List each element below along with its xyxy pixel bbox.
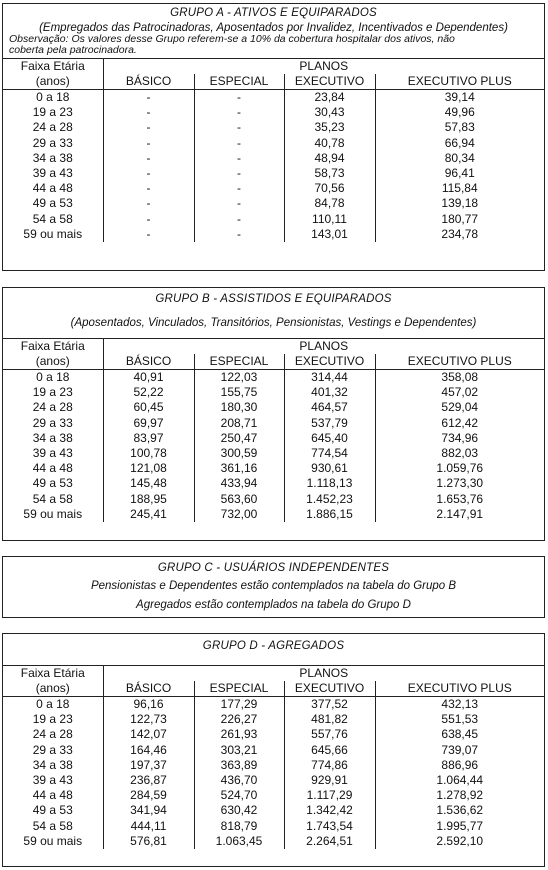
basico-cell: - xyxy=(103,227,194,242)
executivo-cell: 1.117,29 xyxy=(284,788,375,803)
executivo-cell: 110,11 xyxy=(284,212,375,227)
group-a-rows xyxy=(3,90,544,242)
executivo-plus-cell: 739,07 xyxy=(375,743,544,758)
col-executivo-plus: EXECUTIVO PLUS xyxy=(375,354,544,370)
executivo-plus-cell: 1.059,76 xyxy=(375,461,544,476)
plans-header: PLANOS xyxy=(103,666,544,682)
executivo-plus-cell: 734,96 xyxy=(375,431,544,446)
age-range-cell: 19 a 23 xyxy=(32,385,73,400)
col-especial: ESPECIAL xyxy=(194,681,284,697)
executivo-cell: 1.743,54 xyxy=(284,819,375,834)
table-row xyxy=(3,446,544,461)
basico-cell: 52,22 xyxy=(103,385,194,400)
basico-cell: - xyxy=(103,166,194,181)
executivo-cell: 929,91 xyxy=(284,773,375,788)
executivo-cell: 23,84 xyxy=(284,90,375,106)
table-row xyxy=(3,476,544,491)
age-range-header: Faixa Etária xyxy=(20,666,85,680)
col-especial: ESPECIAL xyxy=(194,74,284,90)
age-range-cell: 24 a 28 xyxy=(32,400,73,415)
basico-cell: 284,59 xyxy=(103,788,194,803)
basico-cell: - xyxy=(103,151,194,166)
executivo-cell: 1.118,13 xyxy=(284,476,375,491)
age-range-cell: 19 a 23 xyxy=(32,105,73,120)
age-range-cell: 0 a 18 xyxy=(36,90,70,105)
group-b-title: GRUPO B - ASSISTIDOS E EQUIPARADOS xyxy=(155,293,392,305)
header-row xyxy=(3,354,544,370)
executivo-cell: 1.342,42 xyxy=(284,803,375,818)
basico-cell: 83,97 xyxy=(103,431,194,446)
header-row xyxy=(3,681,544,697)
age-unit-header: (anos) xyxy=(35,74,70,88)
basico-cell: 164,46 xyxy=(103,743,194,758)
age-range-cell: 34 a 38 xyxy=(32,150,73,165)
group-a-note-line1: Observação: Os valores desse Grupo referem-se a 10% da cobertura hospitalar dos ativos, não xyxy=(9,33,455,45)
age-unit-header: (anos) xyxy=(35,681,70,695)
basico-cell: 69,97 xyxy=(103,416,194,431)
executivo-cell: 774,86 xyxy=(284,758,375,773)
group-a-subtitle: (Empregados das Patrocinadoras, Aposentados por Invalidez, Incentivados e Dependentes) xyxy=(39,22,508,34)
executivo-plus-cell: 457,02 xyxy=(375,385,544,400)
executivo-cell: 401,32 xyxy=(284,385,375,400)
age-range-cell: 29 a 33 xyxy=(32,415,73,430)
col-executivo: EXECUTIVO xyxy=(284,354,375,370)
table-row xyxy=(3,697,544,713)
especial-cell: 563,60 xyxy=(194,492,284,507)
basico-cell: - xyxy=(103,90,194,106)
especial-cell: 1.063,45 xyxy=(194,834,284,849)
table-row xyxy=(3,819,544,834)
executivo-cell: 537,79 xyxy=(284,416,375,431)
age-range-cell: 54 a 58 xyxy=(32,818,73,833)
especial-cell: 177,29 xyxy=(194,697,284,713)
table-row xyxy=(3,712,544,727)
executivo-cell: 35,23 xyxy=(284,120,375,135)
col-basico: BÁSICO xyxy=(103,681,194,697)
executivo-cell: 774,54 xyxy=(284,446,375,461)
table-row xyxy=(3,120,544,135)
header-row xyxy=(3,339,544,355)
table-row xyxy=(3,431,544,446)
header-row xyxy=(3,666,544,682)
especial-cell: - xyxy=(194,90,284,106)
especial-cell: 250,47 xyxy=(194,431,284,446)
group-c-line1: Pensionistas e Dependentes estão contemplados na tabela do Grupo B xyxy=(90,580,457,592)
group-c-section xyxy=(2,556,545,618)
executivo-plus-cell: 2.147,91 xyxy=(375,507,544,522)
table-row xyxy=(3,212,544,227)
executivo-cell: 557,76 xyxy=(284,727,375,742)
basico-cell: 576,81 xyxy=(103,834,194,849)
group-a-note-line2: coberta pela patrocinadora. xyxy=(9,44,137,56)
basico-cell: 145,48 xyxy=(103,476,194,491)
especial-cell: - xyxy=(194,105,284,120)
age-range-cell: 0 a 18 xyxy=(36,370,70,385)
table-row xyxy=(3,773,544,788)
age-range-cell: 44 a 48 xyxy=(32,181,73,196)
col-executivo: EXECUTIVO xyxy=(284,681,375,697)
executivo-plus-cell: 1.653,76 xyxy=(375,492,544,507)
header-row xyxy=(3,59,544,75)
age-range-cell: 49 a 53 xyxy=(32,476,73,491)
executivo-cell: 481,82 xyxy=(284,712,375,727)
basico-cell: 197,37 xyxy=(103,758,194,773)
executivo-plus-cell: 2.592,10 xyxy=(375,834,544,849)
table-row xyxy=(3,181,544,196)
executivo-cell: 645,40 xyxy=(284,431,375,446)
table-row xyxy=(3,758,544,773)
group-d-title: GRUPO D - AGREGADOS xyxy=(202,640,345,652)
executivo-plus-cell: 66,94 xyxy=(375,136,544,151)
executivo-plus-cell: 39,14 xyxy=(375,90,544,106)
especial-cell: 208,71 xyxy=(194,416,284,431)
basico-cell: 100,78 xyxy=(103,446,194,461)
basico-cell: 236,87 xyxy=(103,773,194,788)
group-d-table xyxy=(3,665,544,849)
especial-cell: 630,42 xyxy=(194,803,284,818)
col-executivo-plus: EXECUTIVO PLUS xyxy=(375,74,544,90)
especial-cell: 300,59 xyxy=(194,446,284,461)
basico-cell: - xyxy=(103,136,194,151)
especial-cell: - xyxy=(194,212,284,227)
table-row xyxy=(3,227,544,242)
especial-cell: 361,16 xyxy=(194,461,284,476)
especial-cell: 732,00 xyxy=(194,507,284,522)
basico-cell: - xyxy=(103,181,194,196)
especial-cell: - xyxy=(194,120,284,135)
executivo-plus-cell: 1.278,92 xyxy=(375,788,544,803)
table-row xyxy=(3,788,544,803)
age-range-cell: 39 a 43 xyxy=(32,446,73,461)
executivo-cell: 48,94 xyxy=(284,151,375,166)
age-unit-header: (anos) xyxy=(35,354,70,368)
executivo-plus-cell: 612,42 xyxy=(375,416,544,431)
executivo-plus-cell: 1.064,44 xyxy=(375,773,544,788)
executivo-cell: 143,01 xyxy=(284,227,375,242)
executivo-plus-cell: 358,08 xyxy=(375,370,544,386)
table-row xyxy=(3,727,544,742)
group-a-section xyxy=(2,3,545,271)
especial-cell: - xyxy=(194,196,284,211)
table-row xyxy=(3,803,544,818)
basico-cell: 142,07 xyxy=(103,727,194,742)
executivo-plus-cell: 432,13 xyxy=(375,697,544,713)
group-d-rows xyxy=(3,697,544,849)
especial-cell: 303,21 xyxy=(194,743,284,758)
basico-cell: 444,11 xyxy=(103,819,194,834)
group-c-line2: Agregados estão contemplados na tabela do Grupo D xyxy=(136,599,411,611)
age-range-cell: 34 a 38 xyxy=(32,430,73,445)
executivo-plus-cell: 638,45 xyxy=(375,727,544,742)
age-range-cell: 54 a 58 xyxy=(32,491,73,506)
executivo-cell: 930,61 xyxy=(284,461,375,476)
table-row xyxy=(3,105,544,120)
group-d-section xyxy=(2,633,545,867)
basico-cell: 40,91 xyxy=(103,370,194,386)
executivo-plus-cell: 80,34 xyxy=(375,151,544,166)
table-row xyxy=(3,166,544,181)
age-range-cell: 19 a 23 xyxy=(32,712,73,727)
table-row xyxy=(3,151,544,166)
especial-cell: - xyxy=(194,151,284,166)
especial-cell: 122,03 xyxy=(194,370,284,386)
executivo-cell: 70,56 xyxy=(284,181,375,196)
age-range-cell: 49 a 53 xyxy=(32,196,73,211)
basico-cell: 122,73 xyxy=(103,712,194,727)
group-a-title: GRUPO A - ATIVOS E EQUIPARADOS xyxy=(170,7,377,19)
executivo-plus-cell: 882,03 xyxy=(375,446,544,461)
table-row xyxy=(3,90,544,106)
especial-cell: 261,93 xyxy=(194,727,284,742)
col-executivo: EXECUTIVO xyxy=(284,74,375,90)
table-row xyxy=(3,385,544,400)
basico-cell: 341,94 xyxy=(103,803,194,818)
table-row xyxy=(3,136,544,151)
executivo-plus-cell: 234,78 xyxy=(375,227,544,242)
age-range-header: Faixa Etária xyxy=(20,339,85,353)
basico-cell: - xyxy=(103,212,194,227)
executivo-plus-cell: 96,41 xyxy=(375,166,544,181)
table-row xyxy=(3,743,544,758)
especial-cell: 226,27 xyxy=(194,712,284,727)
executivo-plus-cell: 57,83 xyxy=(375,120,544,135)
executivo-cell: 40,78 xyxy=(284,136,375,151)
executivo-cell: 314,44 xyxy=(284,370,375,386)
executivo-plus-cell: 139,18 xyxy=(375,196,544,211)
age-range-cell: 39 a 43 xyxy=(32,166,73,181)
executivo-cell: 58,73 xyxy=(284,166,375,181)
table-row xyxy=(3,400,544,415)
age-range-cell: 59 ou mais xyxy=(23,226,83,241)
basico-cell: 245,41 xyxy=(103,507,194,522)
age-range-cell: 54 a 58 xyxy=(32,211,73,226)
especial-cell: 818,79 xyxy=(194,819,284,834)
executivo-plus-cell: 529,04 xyxy=(375,400,544,415)
age-range-cell: 34 a 38 xyxy=(32,757,73,772)
executivo-cell: 464,57 xyxy=(284,400,375,415)
plans-header: PLANOS xyxy=(103,59,544,75)
especial-cell: 524,70 xyxy=(194,788,284,803)
group-b-subtitle: (Aposentados, Vinculados, Transitórios, Pensionistas, Vestings e Dependentes) xyxy=(70,317,477,329)
executivo-plus-cell: 551,53 xyxy=(375,712,544,727)
col-basico: BÁSICO xyxy=(103,354,194,370)
table-row xyxy=(3,416,544,431)
especial-cell: - xyxy=(194,181,284,196)
especial-cell: 155,75 xyxy=(194,385,284,400)
executivo-cell: 377,52 xyxy=(284,697,375,713)
basico-cell: - xyxy=(103,120,194,135)
table-row xyxy=(3,370,544,386)
age-range-cell: 49 a 53 xyxy=(32,803,73,818)
executivo-cell: 1.452,23 xyxy=(284,492,375,507)
table-row xyxy=(3,507,544,522)
age-range-cell: 59 ou mais xyxy=(23,506,83,521)
age-range-cell: 59 ou mais xyxy=(23,833,83,848)
especial-cell: 433,94 xyxy=(194,476,284,491)
age-range-cell: 44 a 48 xyxy=(32,461,73,476)
group-a-table xyxy=(3,58,544,242)
executivo-plus-cell: 115,84 xyxy=(375,181,544,196)
table-row xyxy=(3,196,544,211)
col-basico: BÁSICO xyxy=(103,74,194,90)
especial-cell: 436,70 xyxy=(194,773,284,788)
basico-cell: - xyxy=(103,196,194,211)
executivo-plus-cell: 180,77 xyxy=(375,212,544,227)
basico-cell: - xyxy=(103,105,194,120)
group-b-section xyxy=(2,287,545,541)
age-range-cell: 0 a 18 xyxy=(36,697,70,712)
age-range-cell: 24 a 28 xyxy=(32,120,73,135)
group-c-title: GRUPO C - USUÁRIOS INDEPENDENTES xyxy=(157,562,390,574)
age-range-cell: 29 a 33 xyxy=(32,135,73,150)
executivo-plus-cell: 1.536,62 xyxy=(375,803,544,818)
group-b-table xyxy=(3,338,544,522)
executivo-plus-cell: 49,96 xyxy=(375,105,544,120)
especial-cell: 363,89 xyxy=(194,758,284,773)
table-row xyxy=(3,834,544,849)
executivo-cell: 84,78 xyxy=(284,196,375,211)
age-range-cell: 44 a 48 xyxy=(32,788,73,803)
executivo-cell: 2.264,51 xyxy=(284,834,375,849)
group-b-rows xyxy=(3,370,544,522)
plans-header: PLANOS xyxy=(103,339,544,355)
basico-cell: 121,08 xyxy=(103,461,194,476)
executivo-plus-cell: 1.273,30 xyxy=(375,476,544,491)
age-range-cell: 29 a 33 xyxy=(32,742,73,757)
executivo-cell: 30,43 xyxy=(284,105,375,120)
executivo-plus-cell: 886,96 xyxy=(375,758,544,773)
col-especial: ESPECIAL xyxy=(194,354,284,370)
especial-cell: 180,30 xyxy=(194,400,284,415)
age-range-cell: 24 a 28 xyxy=(32,727,73,742)
table-row xyxy=(3,461,544,476)
basico-cell: 60,45 xyxy=(103,400,194,415)
table-row xyxy=(3,492,544,507)
age-range-cell: 39 a 43 xyxy=(32,773,73,788)
especial-cell: - xyxy=(194,166,284,181)
basico-cell: 188,95 xyxy=(103,492,194,507)
executivo-plus-cell: 1.995,77 xyxy=(375,819,544,834)
header-row xyxy=(3,74,544,90)
age-range-header: Faixa Etária xyxy=(20,59,85,73)
col-executivo-plus: EXECUTIVO PLUS xyxy=(375,681,544,697)
executivo-cell: 1.886,15 xyxy=(284,507,375,522)
basico-cell: 96,16 xyxy=(103,697,194,713)
especial-cell: - xyxy=(194,136,284,151)
especial-cell: - xyxy=(194,227,284,242)
executivo-cell: 645,66 xyxy=(284,743,375,758)
